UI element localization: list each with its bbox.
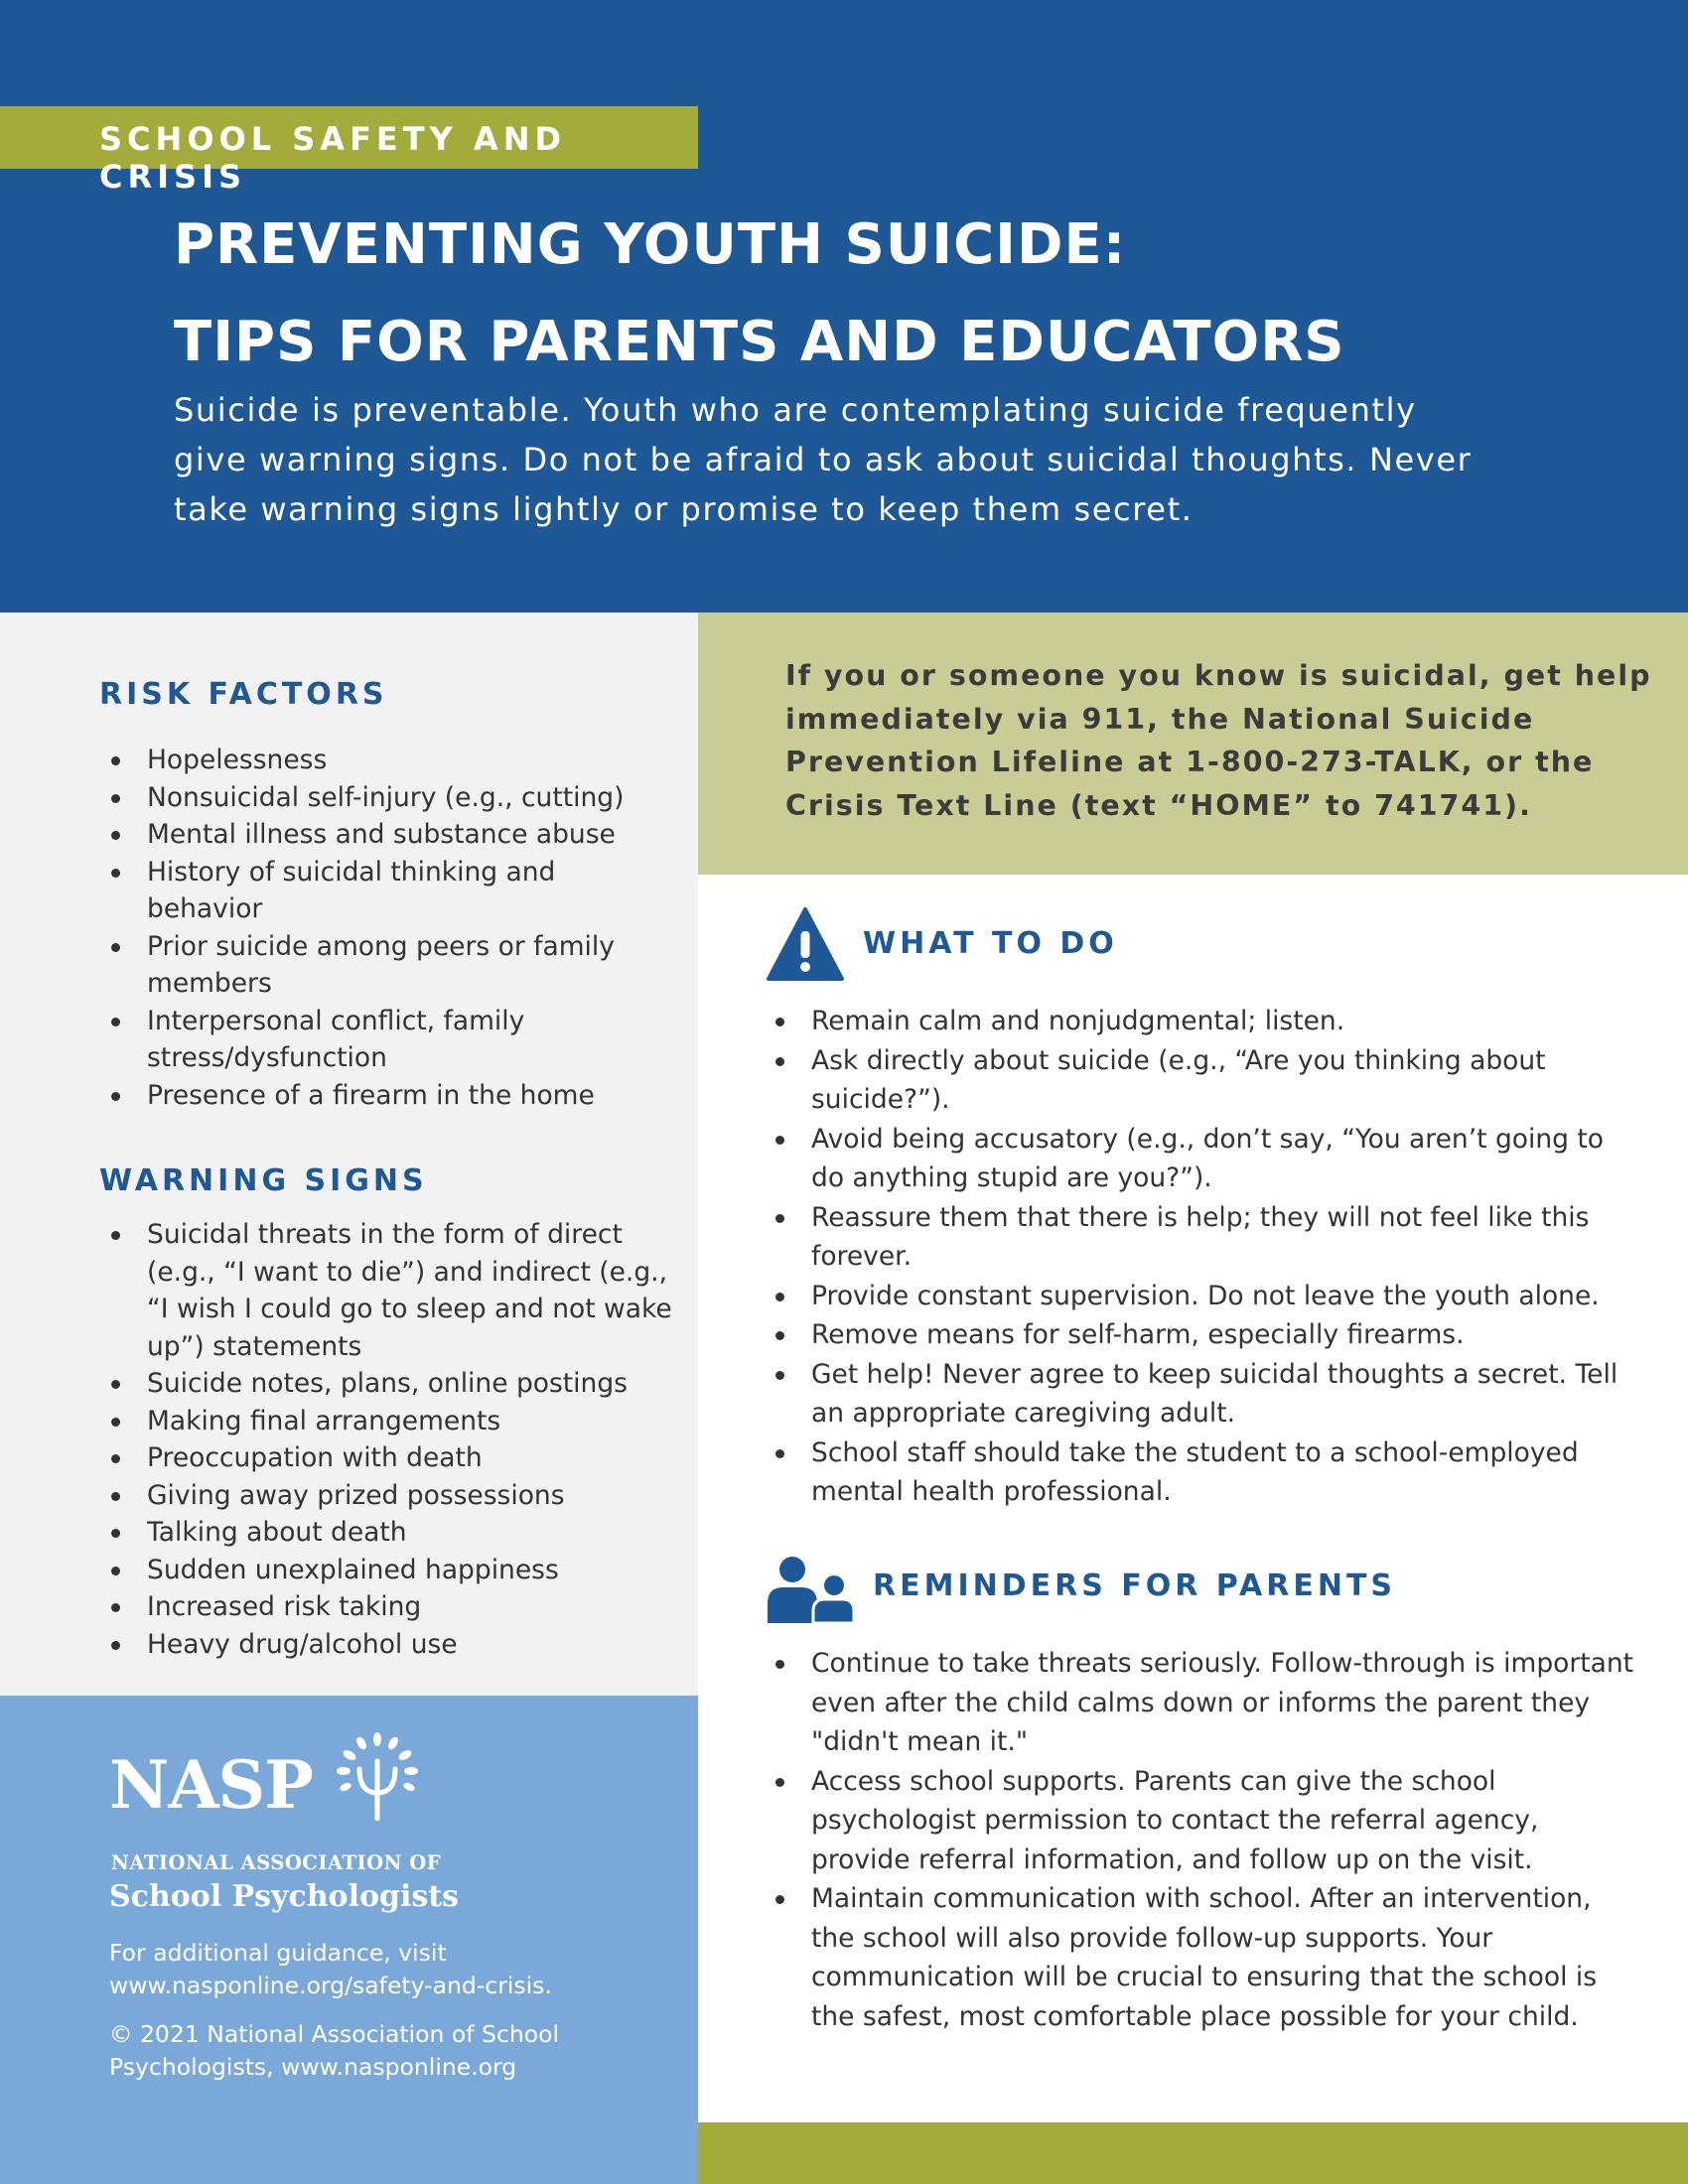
what-to-do-list [764,1002,1637,1512]
list-item: Remain calm and nonjudgmental; listen. [764,1002,1637,1041]
crisis-line: immediately via 911, the National Suicide [785,702,1535,736]
copyright-line: © 2021 National Association of School [109,2020,560,2048]
list-item: Reassure them that there is help; they will not feel like this forever. [764,1198,1637,1277]
copyright-line: Psychologists, www.nasponline.org [109,2053,517,2081]
intro-text [174,385,1564,534]
category-tag-label: SCHOOL SAFETY AND CRISIS [99,120,567,196]
list-item: Giving away prized possessions [99,1477,675,1515]
bottom-accent-bar [698,2122,1688,2184]
list-item: Remove means for self-harm, especially firearms. [764,1315,1637,1355]
list-item: Talking about death [99,1514,675,1552]
list-item: Prior suicide among peers or family members [99,928,675,1003]
people-icon [766,1556,855,1625]
list-item: Increased risk taking [99,1588,675,1626]
copyright-text [109,2018,559,2084]
list-item: Making final arrangements [99,1403,675,1440]
list-item: Presence of a firearm in the home [99,1077,675,1115]
list-item: Nonsuicidal self-injury (e.g., cutting) [99,779,675,817]
list-item: Preoccupation with death [99,1439,675,1477]
page-title [174,197,1614,391]
list-item: Sudden unexplained happiness [99,1552,675,1589]
list-item: Mental illness and substance abuse [99,816,675,854]
intro-line: take warning signs lightly or promise to keep them secret. [174,490,1194,528]
crisis-line: Crisis Text Line (text “HOME” to 741741). [785,788,1532,822]
reminders-heading: REMINDERS FOR PARENTS [873,1569,1397,1603]
list-item: Interpersonal conflict, family stress/dysfunction [99,1003,675,1077]
list-item: Hopelessness [99,742,675,779]
page-title-line: TIPS FOR PARENTS AND EDUCATORS [174,310,1345,374]
list-item: School staff should take the student to a school-employed mental health professional. [764,1433,1637,1512]
risk-factors-heading: RISK FACTORS [99,677,388,712]
list-item: History of suicidal thinking and behavior [99,854,675,928]
risk-factors-list [99,742,675,1114]
list-item: Continue to take threats seriously. Follow-through is important even after the child calms down or informs the parent they "didn't mean it." [764,1644,1637,1762]
nasp-logo-text: NASP [109,1746,313,1824]
warning-triangle-icon [766,905,845,983]
crisis-callout [698,613,1688,875]
list-item: Suicide notes, plans, online postings [99,1365,675,1403]
psi-leaf-logo-icon [324,1731,431,1823]
list-item: Ask directly about suicide (e.g., “Are you thinking about suicide?”). [764,1041,1637,1120]
guidance-line: www.nasponline.org/safety-and-crisis. [109,1972,552,1999]
what-to-do-heading: WHAT TO DO [863,926,1118,961]
org-name-line2: School Psychologists [109,1879,459,1914]
warning-signs-heading: WARNING SIGNS [99,1163,428,1198]
list-item: Suicidal threats in the form of direct (e.g., “I want to die”) and indirect (e.g., “I wish I could go to sleep and not wake up”) statements [99,1216,675,1365]
reminders-list [764,1644,1637,2036]
guidance-line: For additional guidance, visit [109,1939,447,1967]
category-tag [0,106,698,196]
list-item: Get help! Never agree to keep suicidal thoughts a secret. Tell an appropriate caregiving adult. [764,1355,1637,1433]
intro-line: give warning signs. Do not be afraid to ask about suicidal thoughts. Never [174,441,1473,478]
list-item: Provide constant supervision. Do not leave the youth alone. [764,1277,1637,1316]
page-title-line: PREVENTING YOUTH SUICIDE: [174,212,1127,277]
list-item: Maintain communication with school. After an intervention, the school will also provide follow-up supports. Your communication will be crucial to ensuring that the school is the safest, most comfortable place possible for your child. [764,1879,1637,2036]
crisis-line: Prevention Lifeline at 1-800-273-TALK, or the [785,746,1595,778]
org-name-line1: NATIONAL ASSOCIATION OF [111,1851,442,1874]
list-item: Heavy drug/alcohol use [99,1626,675,1664]
list-item: Avoid being accusatory (e.g., don’t say, “You aren’t going to do anything stupid are you?”). [764,1120,1637,1198]
crisis-text [785,654,1652,827]
intro-line: Suicide is preventable. Youth who are contemplating suicide frequently [174,391,1417,429]
guidance-text [109,1937,552,2002]
crisis-line: If you or someone you know is suicidal, get help [785,659,1652,692]
warning-signs-list [99,1216,675,1663]
list-item: Access school supports. Parents can give the school psychologist permission to contact the referral agency, provide referral information, and follow up on the visit. [764,1762,1637,1880]
